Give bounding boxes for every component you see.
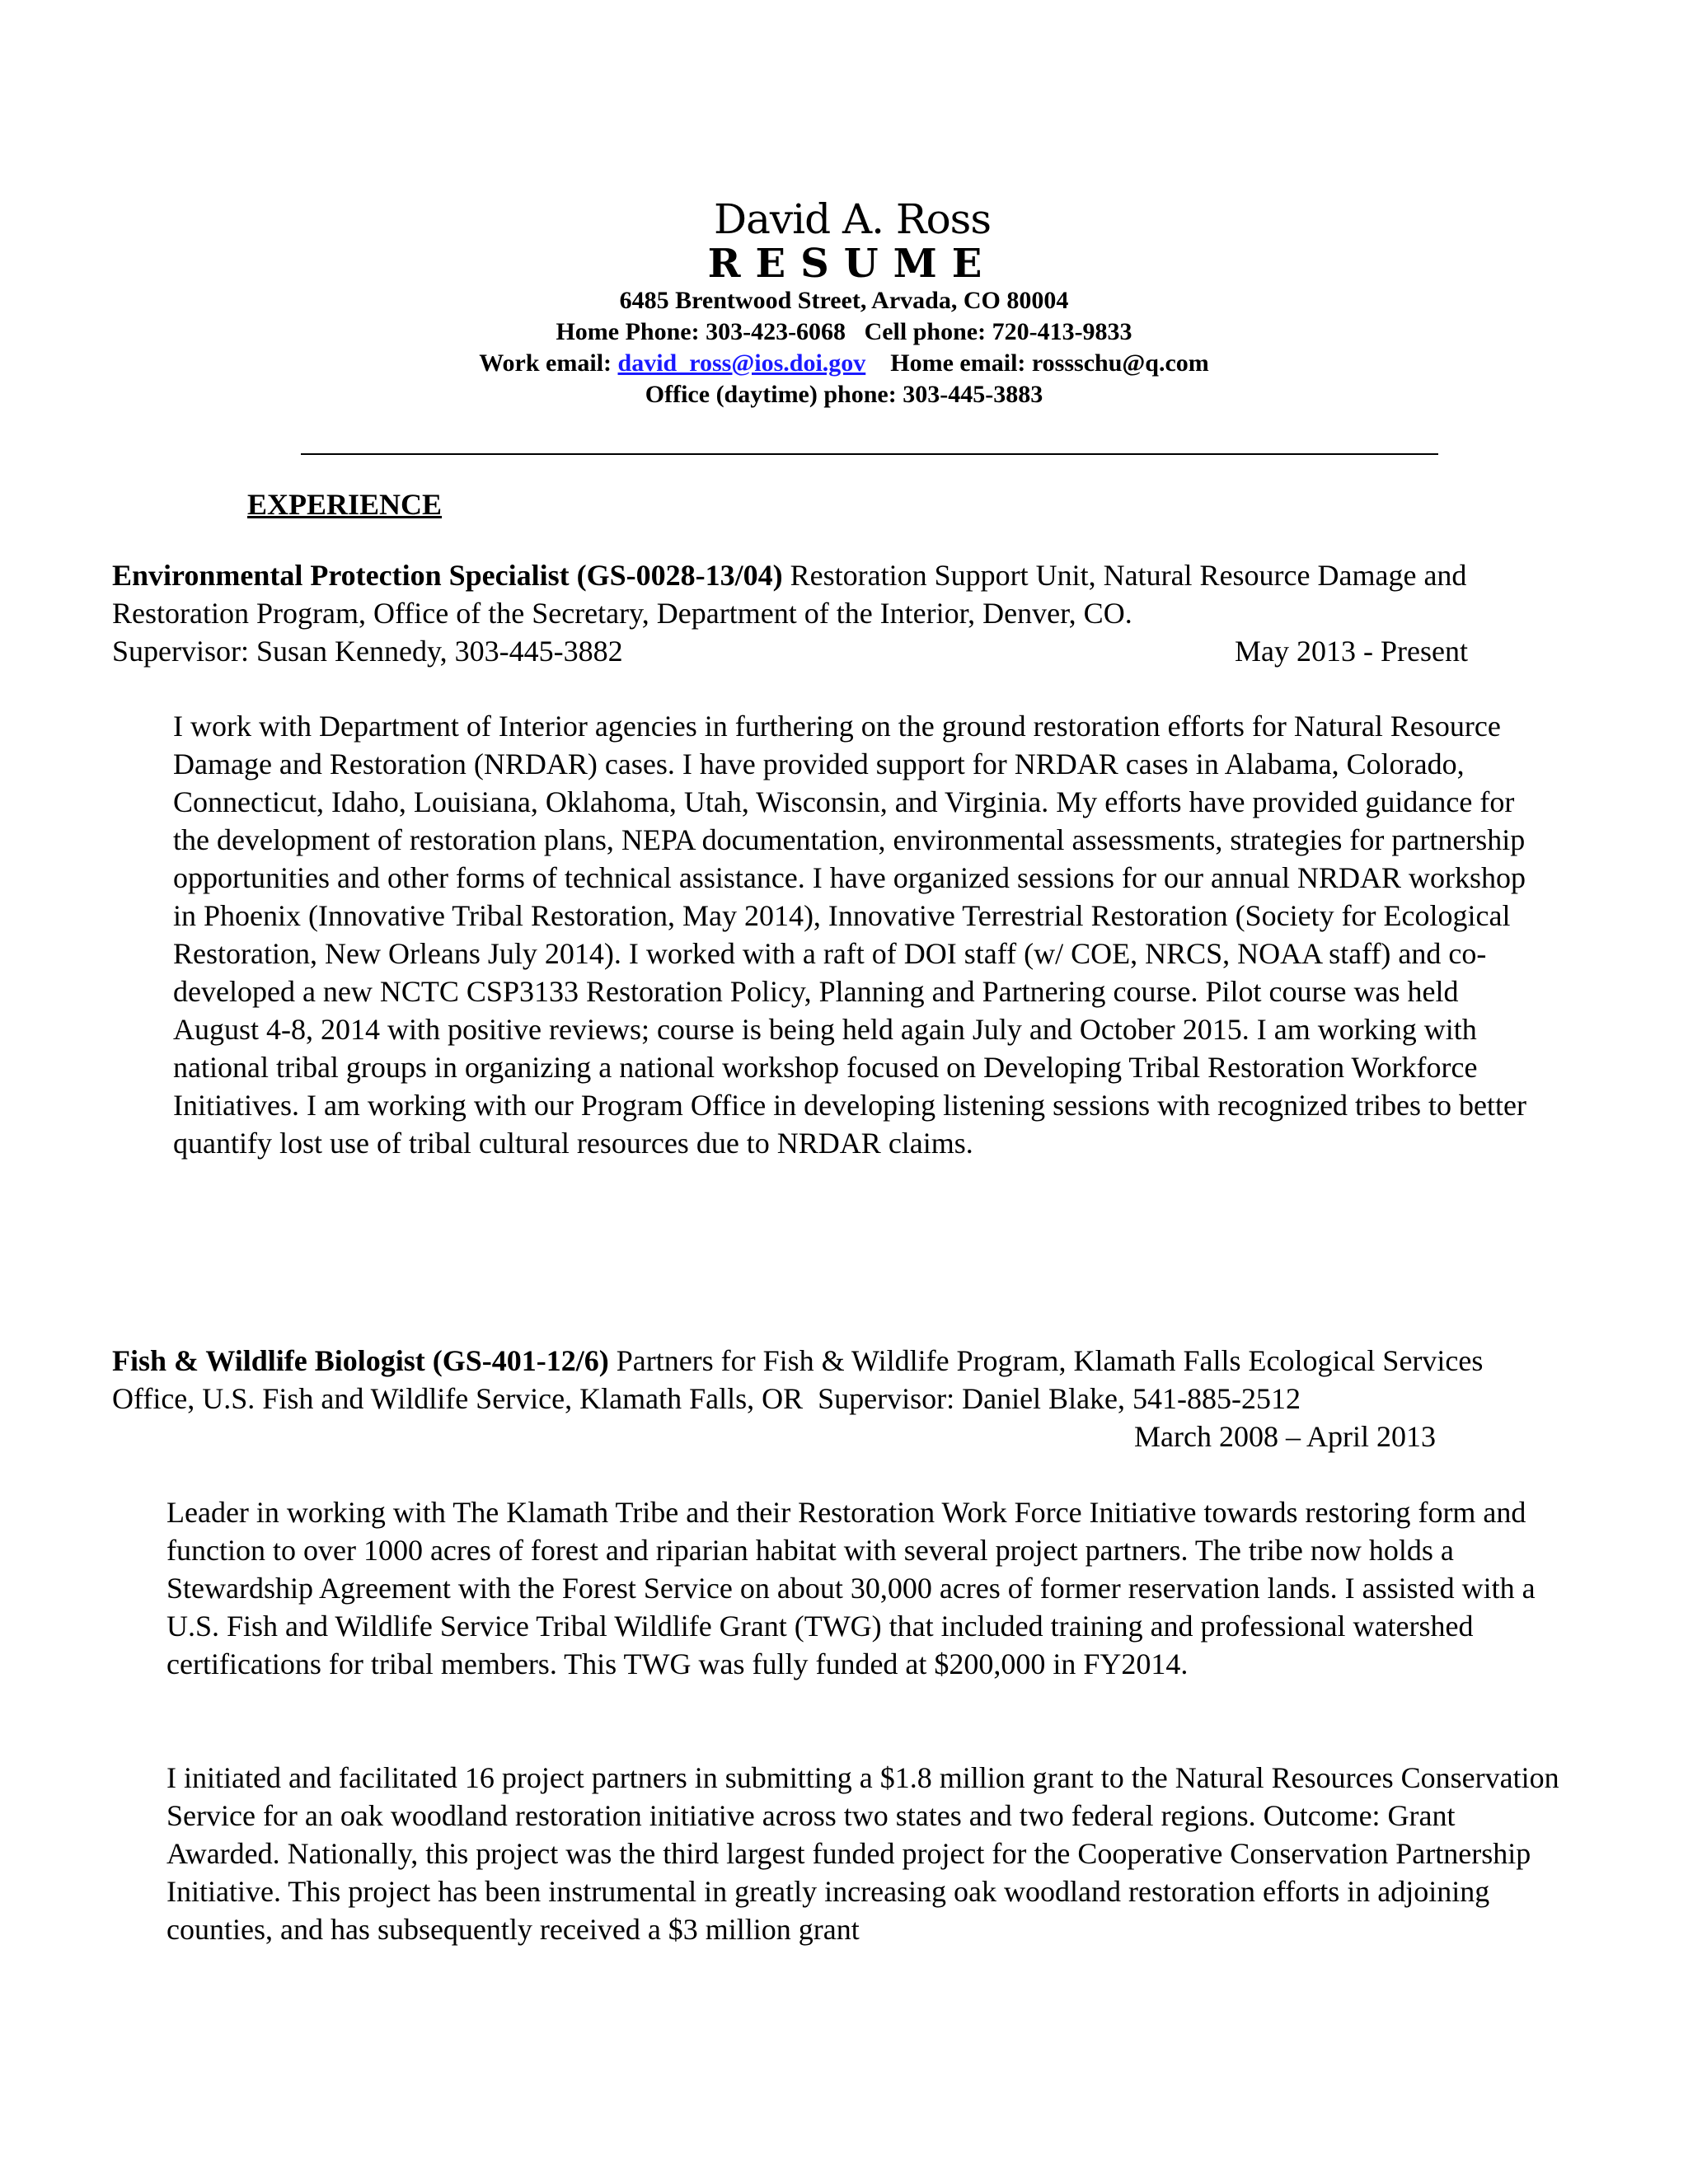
cell-phone-label: Cell phone: <box>864 318 987 345</box>
email-line <box>0 348 1688 379</box>
home-phone: 303-423-6068 <box>706 318 846 345</box>
job-2-dates: March 2008 – April 2013 <box>1134 1420 1436 1453</box>
home-phone-label: Home Phone: <box>556 318 700 345</box>
header-divider <box>301 453 1438 455</box>
job-1-supervisor: Supervisor: Susan Kennedy, 303-445-3882 <box>112 635 623 668</box>
job-1-dates: May 2013 - Present <box>1235 635 1468 668</box>
address-line <box>0 285 1688 316</box>
job-1-description: I work with Department of Interior agencies in furthering on the ground restoration efforts for Natural Resource Damage and Restoration (NRDAR) cases. I have provided support for NRDAR cases in Alabama, Colorado, Connecticut, Idaho, Louisiana, Oklahoma, Utah, Wisconsin, and Virginia. My efforts have provided guidance for the development of restoration plans, NEPA documentation, environmental assessments, strategies for partnership opportunities and other forms of technical assistance. I have organized sessions for our annual NRDAR workshop in Phoenix (Innovative Tribal Restoration, May 2014), Innovative Terrestrial Restoration (Society for Ecological Restoration, New Orleans July 2014). I worked with a raft of DOI staff (w/ COE, NRCS, NOAA staff) and co-developed a new NCTC CSP3133 Restoration Policy, Planning and Partnering course. Pilot course was held August 4-8, 2014 with positive reviews; course is being held again July and October 2015. I am working with national tribal groups in organizing a national workshop focused on Developing Tribal Restoration Workforce Initiatives. I am working with our Program Office in developing listening sessions with recognized tribes to better quantify lost use of tribal cultural resources due to NRDAR claims. <box>173 710 1526 1160</box>
office-phone-line <box>0 379 1688 410</box>
experience-heading: EXPERIENCE <box>247 488 443 521</box>
work-email-label: Work email: <box>479 349 612 377</box>
job-2-header <box>112 1342 1530 1418</box>
address: 6485 Brentwood Street, Arvada, CO 80004 <box>619 287 1069 314</box>
job-2-description-2: I initiated and facilitated 16 project partners in submitting a $1.8 million grant to the Natural Resources Conservation Service for an oak woodland restoration initiative across two states and two federal regions. Outcome: Grant Awarded. Nationally, this project was the third largest funded project for the Cooperative Conservation Partnership Initiative. This project has been instrumental in greatly increasing oak woodland restoration efforts in adjoining counties, and has subsequently received a $3 million grant <box>166 1761 1559 1946</box>
home-email: rossschu@q.com <box>1031 349 1209 377</box>
job-2-title: Fish & Wildlife Biologist (GS-401-12/6) <box>112 1344 609 1377</box>
candidate-name: David A. Ross <box>714 195 991 243</box>
resume-title: RESUME <box>707 241 997 287</box>
home-email-label: Home email: <box>890 349 1026 377</box>
phone-line <box>0 316 1688 348</box>
job-1-organization: Restoration Support Unit, Natural Resource Damage and Restoration Program, Office of the Secretary, Department of the Interior, Denver, CO. <box>112 559 1467 630</box>
office-phone-label: Office (daytime) phone: <box>645 381 897 408</box>
job-2-description-1: Leader in working with The Klamath Tribe and their Restoration Work Force Initiative towards restoring form and function to over 1000 acres of forest and riparian habitat with several project partners. The tribe now holds a Stewardship Agreement with the Forest Service on about 30,000 acres of former reservation lands. I assisted with a U.S. Fish and Wildlife Service Tribal Wildlife Grant (TWG) that included training and professional watershed certifications for tribal members. This TWG was fully funded at $200,000 in FY2014. <box>166 1496 1536 1680</box>
job-1-title: Environmental Protection Specialist (GS-0028-13/04) <box>112 559 783 592</box>
job-2-organization: Partners for Fish & Wildlife Program, Klamath Falls Ecological Services Office, U.S. Fish and Wildlife Service, Klamath Falls, OR <box>112 1344 1484 1415</box>
cell-phone: 720-413-9833 <box>992 318 1132 345</box>
job-2-supervisor: Supervisor: Daniel Blake, 541-885-2512 <box>818 1382 1301 1415</box>
work-email-link[interactable]: david_ross@ios.doi.gov <box>617 349 866 377</box>
resume-header <box>0 196 1688 410</box>
office-phone: 303-445-3883 <box>903 381 1043 408</box>
